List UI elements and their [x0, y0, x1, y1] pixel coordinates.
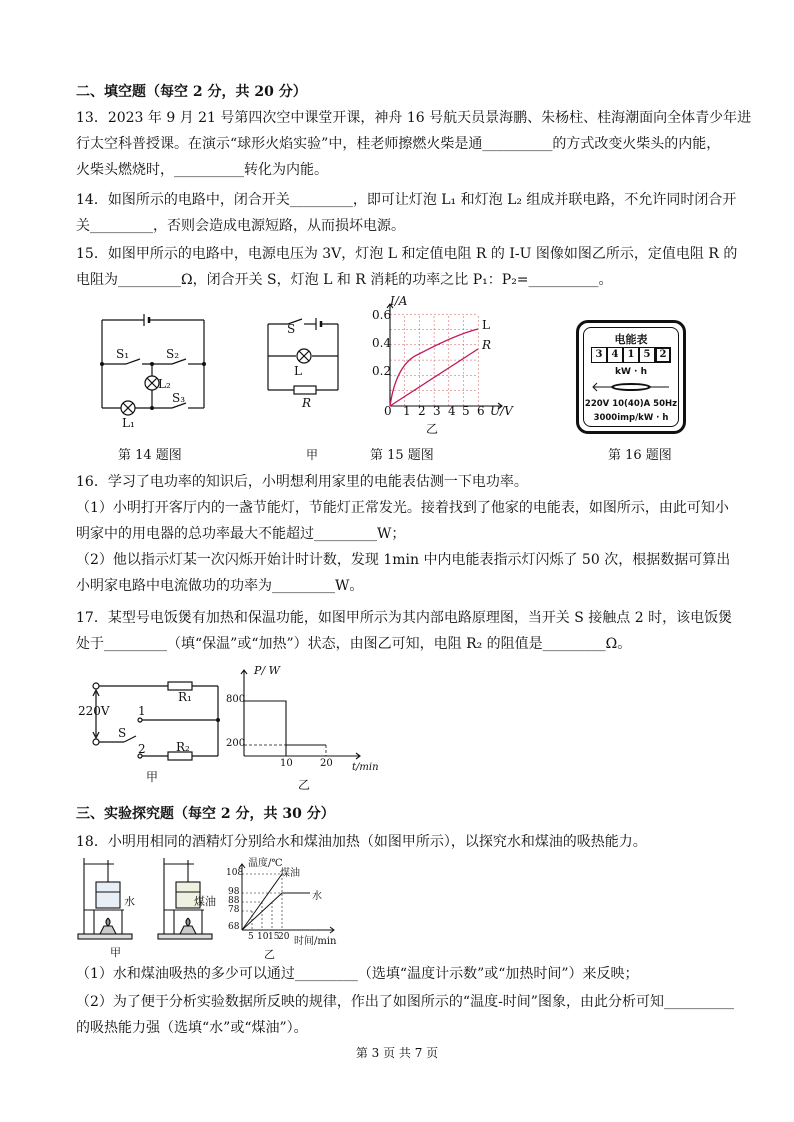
meter-digit: 4 — [607, 347, 623, 363]
q18-intro: 18．小明用相同的酒精灯分别给水和煤油加热（如图甲所示），以探究水和煤油的吸热能力。 — [76, 834, 647, 850]
fig15-caption: 第 15 题图 — [370, 448, 434, 463]
fig18b-xtick-15: 15 — [268, 932, 280, 942]
fig18b-ylabel: 温度/℃ — [248, 858, 283, 869]
fig15b-ytick-04: 0.4 — [372, 336, 392, 350]
fig18a-caption: 甲 — [110, 946, 121, 959]
fig18b-xtick-20: 20 — [278, 932, 290, 942]
fig18b-water-label: 水 — [312, 891, 322, 902]
fig17b-x20: 20 — [320, 758, 333, 769]
fig18b-ytick-78: 78 — [228, 905, 240, 915]
fig15a-s-label: S — [287, 322, 296, 336]
fig18b-ytick-88: 88 — [228, 896, 240, 906]
q13-line3: 火柴头燃烧时，__________转化为内能。 — [76, 162, 328, 178]
fig14-s1-label: S₁ — [116, 347, 130, 361]
fig15a-r-label: R — [302, 396, 312, 410]
fig18a-kerosene-label: 煤油 — [194, 895, 216, 908]
fig17a-voltage-label: 220V — [78, 704, 110, 718]
q16-line1: 16．学习了电功率的知识后，小明想利用家里的电能表估测一下电功率。 — [76, 474, 528, 490]
fig17a-r1-label: R₁ — [178, 690, 192, 704]
meter-digits — [591, 347, 671, 363]
fig14-s2-label: S₂ — [166, 347, 180, 361]
fig17a-contact-2: 2 — [138, 742, 146, 756]
fig15b-xtick-0: 0 — [384, 404, 392, 418]
q13-line1: 13．2023 年 9 月 21 号第四次空中课堂开课，神舟 16 号航天员景海鹏、朱杨柱、桂海潮面向全体青少年进 — [76, 110, 752, 126]
q17-line2: 处于_________（填“保温”或“加热”）状态，由图乙可知，电阻 R₂ 的阻值是_________Ω。 — [76, 636, 632, 652]
fig17a-r2-label: R₂ — [176, 740, 190, 754]
fig15b-xtick-3: 3 — [433, 404, 441, 418]
fig18b-caption: 乙 — [264, 948, 275, 961]
q15-line2: 电阻为_________Ω，闭合开关 S，灯泡 L 和 R 消耗的功率之比 P₁：P₂=__________。 — [76, 272, 613, 288]
fig16-caption: 第 16 题图 — [608, 448, 672, 463]
fig15b-xtick-2: 2 — [418, 404, 426, 418]
section-heading: 二、填空题（每空 2 分，共 20 分） — [76, 84, 307, 100]
fig18b-ytick-68: 68 — [228, 922, 240, 932]
fig15b-ytick-02: 0.2 — [372, 364, 392, 378]
q14-line1: 14．如图所示的电路中，闭合开关_________，即可让灯泡 L₁ 和灯泡 L₂ 组成并联电路，不允许同时闭合开 — [76, 192, 737, 208]
meter-digit: 1 — [623, 347, 639, 363]
fig17b-graph — [230, 664, 370, 764]
q16-line2: （1）小明打开客厅内的一盏节能灯，节能灯正常发光。接着找到了他家的电能表，如图所示，由此可知小 — [76, 500, 729, 516]
fig15b-xtick-5: 5 — [462, 404, 470, 418]
fig15b-line-l-label: L — [482, 318, 490, 332]
meter-digit-decimal: 2 — [655, 347, 671, 363]
meter-digit: 5 — [639, 347, 655, 363]
q18-part2-line2: 的吸热能力强（选填“水”或“煤油”）。 — [76, 1020, 308, 1036]
q13-line2: 行太空科普授课。在演示“球形火焰实验”中，桂老师擦燃火柴是通__________的方式改变火柴头的内能， — [76, 136, 721, 152]
page-footer: 第 3 页 共 7 页 — [355, 1046, 439, 1060]
fig18b-xtick-5: 5 — [248, 932, 254, 942]
meter-digit: 3 — [591, 347, 607, 363]
fig17a-s-label: S — [118, 726, 127, 740]
fig15b-caption: 乙 — [426, 422, 439, 436]
q18-part2-line1: （2）为了便于分析实验数据所反映的规律，作出了如图所示的“温度-时间”图象，由此分析可知__________ — [76, 994, 734, 1010]
fig14-circuit — [96, 312, 216, 422]
fig15b-xlabel: U/V — [490, 404, 513, 418]
fig18b-ytick-108: 108 — [226, 868, 244, 878]
q16-line3: 明家中的用电器的总功率最大不能超过_________W； — [76, 526, 406, 542]
fig17b-y200: 200 — [226, 738, 246, 749]
fig18b-xtick-10: 10 — [257, 932, 269, 942]
meter-unit: kW · h — [614, 367, 647, 377]
fig18a-water-label: 水 — [124, 895, 135, 908]
fig17a-caption: 甲 — [146, 770, 159, 784]
meter-title: 电能表 — [614, 333, 648, 346]
q14-line2: 关_________，否则会造成电源短路，从而损坏电源。 — [76, 218, 405, 234]
fig15b-ylabel: I/A — [390, 294, 408, 308]
q16-line4: （2）他以指示灯某一次闪烁开始计时计数，发现 1min 中内电能表指示灯闪烁了 50 次，根据数据可算出 — [76, 552, 731, 568]
fig15a-caption: 甲 — [306, 448, 319, 462]
fig14-l1-label: L₁ — [122, 416, 135, 430]
meter-disc-icon — [593, 381, 669, 393]
fig18b-kerosene-label: 煤油 — [280, 868, 300, 879]
meter-spec: 220V 10(40)A 50Hz — [584, 399, 678, 409]
section-heading-3: 三、实验探究题（每空 2 分，共 30 分） — [76, 806, 335, 822]
fig15b-ytick-06: 0.6 — [372, 308, 392, 322]
q16-line5: 小明家电路中电流做功的功率为_________W。 — [76, 578, 364, 594]
fig14-s3-label: S₃ — [172, 391, 186, 405]
fig17b-caption: 乙 — [298, 778, 311, 792]
fig17b-ylabel: P/ W — [254, 664, 280, 677]
fig15b-xtick-4: 4 — [448, 404, 456, 418]
fig15b-xtick-6: 6 — [477, 404, 485, 418]
fig18b-ytick-98: 98 — [228, 887, 240, 897]
fig17a-contact-1: 1 — [138, 704, 146, 718]
q17-line1: 17．某型号电饭煲有加热和保温功能，如图甲所示为其内部电路原理图，当开关 S 接触点 2 时，该电饭煲 — [76, 610, 733, 626]
fig17b-y800: 800 — [226, 694, 246, 705]
q15-line1: 15．如图甲所示的电路中，电源电压为 3V，灯泡 L 和定值电阻 R 的 I-U 图像如图乙所示，定值电阻 R 的 — [76, 246, 738, 262]
fig14-l2-label: L₂ — [158, 377, 171, 391]
fig17b-x10: 10 — [280, 758, 293, 769]
fig14-caption: 第 14 题图 — [118, 448, 182, 463]
fig18b-xlabel: 时间/min — [294, 936, 337, 947]
q18-part1: （1）水和煤油吸热的多少可以通过_________（选填“温度计示数”或“加热时间”）来反映； — [76, 966, 639, 982]
fig15b-xtick-1: 1 — [403, 404, 411, 418]
fig17b-xlabel: t/min — [352, 762, 379, 773]
meter-imp: 3000imp/kW · h — [593, 413, 669, 423]
electricity-meter — [576, 320, 686, 434]
fig15a-l-label: L — [294, 364, 302, 378]
fig15b-line-r-label: R — [482, 338, 492, 352]
